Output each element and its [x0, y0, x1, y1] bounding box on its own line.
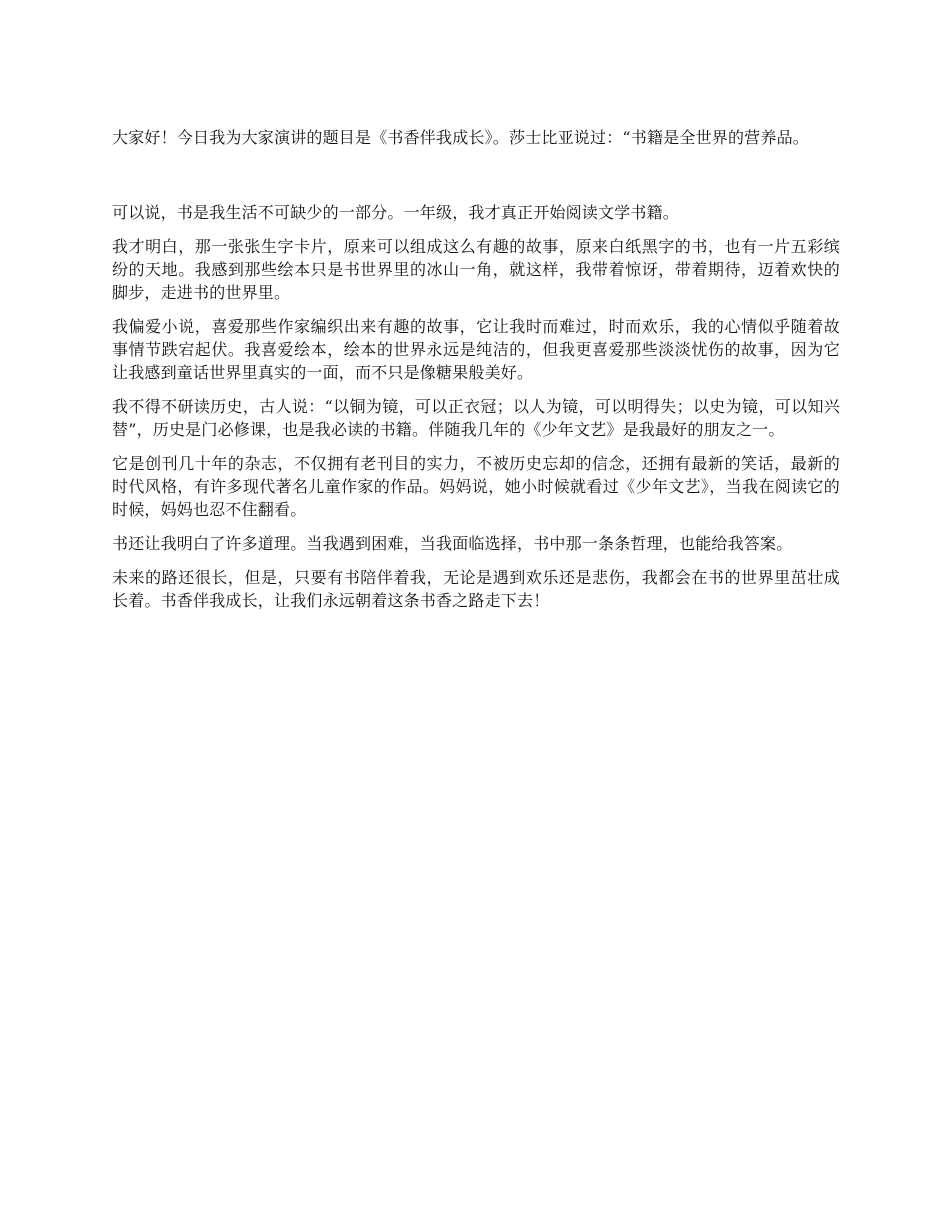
- paragraph: 书还让我明白了许多道理。当我遇到困难，当我面临选择，书中那一条条哲理，也能给我答案。: [112, 534, 793, 553]
- paragraph-conclusion: 未来的路还很长，但是，只要有书陪伴着我，无论是遇到欢乐还是悲伤，我都会在书的世界里茁壮成长着。书香伴我成长，让我们永远朝着这条书香之路走下去！: [112, 568, 840, 610]
- paragraph: 我不得不研读历史，古人说：“以铜为镜，可以正衣冠；以人为镜，可以明得失；以史为镜，可以知兴替”，历史是门必修课，也是我必读的书籍。伴随我几年的《少年文艺》是我最好的朋友之一。: [112, 397, 840, 439]
- paragraph: 可以说，书是我生活不可缺少的一部分。一年级，我才真正开始阅读文学书籍。: [112, 203, 680, 222]
- paragraph-intro: 大家好！今日我为大家演讲的题目是《书香伴我成长》。莎士比亚说过：“书籍是全世界的营养品。: [112, 128, 809, 147]
- paragraph: 它是创刊几十年的杂志，不仅拥有老刊目的实力，不被历史忘却的信念，还拥有最新的笑话，最新的时代风格，有许多现代著名儿童作家的作品。妈妈说，她小时候就看过《少年文艺》，当我在阅读它的时候，妈妈也忍不住翻看。: [112, 454, 840, 519]
- paragraph: 我才明白，那一张张生字卡片，原来可以组成这么有趣的故事，原来白纸黑字的书，也有一片五彩缤纷的天地。我感到那些绘本只是书世界里的冰山一角，就这样，我带着惊讶，带着期待，迈着欢快的脚步，走进书的世界里。: [112, 237, 840, 302]
- document-body: [112, 126, 840, 612]
- paragraph: 我偏爱小说，喜爱那些作家编织出来有趣的故事，它让我时而难过，时而欢乐，我的心情似乎随着故事情节跌宕起伏。我喜爱绘本，绘本的世界永远是纯洁的，但我更喜爱那些淡淡忧伤的故事，因为它让我感到童话世界里真实的一面，而不只是像糖果般美好。: [112, 317, 840, 382]
